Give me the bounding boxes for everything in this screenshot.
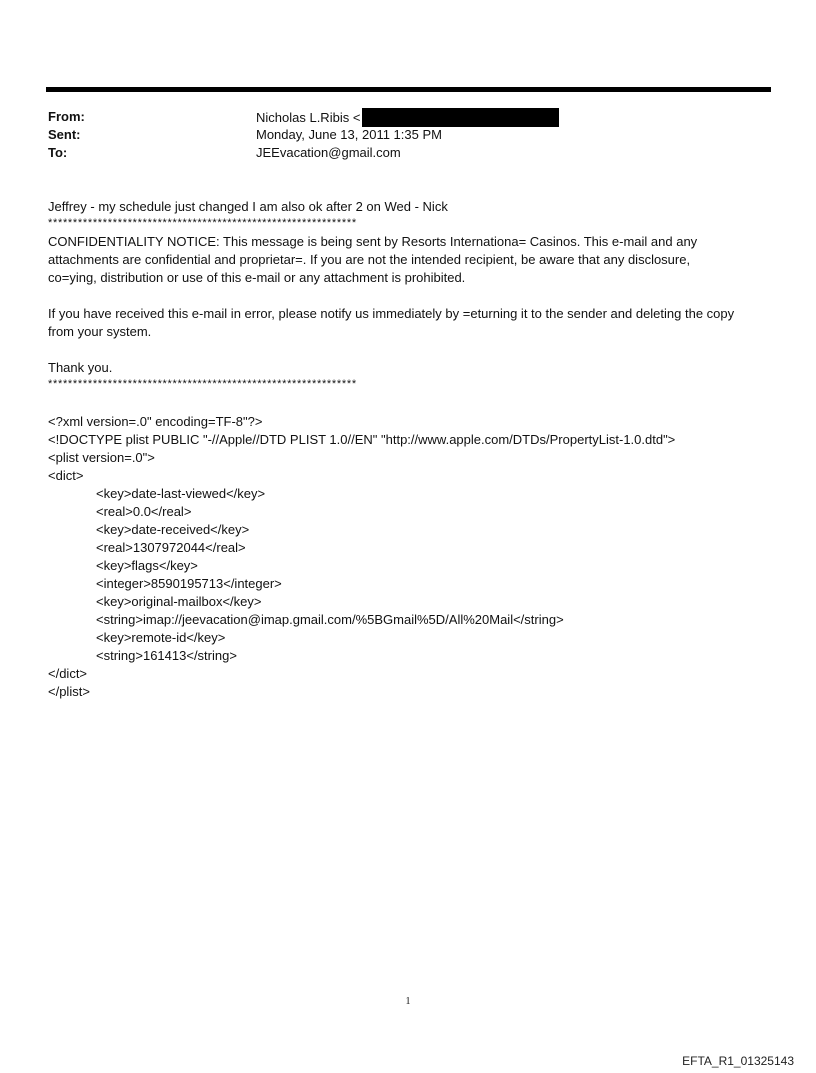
plist-entry: <key>date-received</key> xyxy=(96,522,250,537)
from-value xyxy=(256,108,559,127)
from-label: From: xyxy=(48,109,85,124)
redaction-block xyxy=(362,108,559,127)
plist-doctype: <!DOCTYPE plist PUBLIC "-//Apple//DTD PLIST 1.0//EN" "http://www.apple.com/DTDs/PropertyList-1.0.dtd"> xyxy=(48,432,676,447)
notice-line-1: CONFIDENTIALITY NOTICE: This message is being sent by Resorts Internationa= Casinos. This e-mail and any xyxy=(48,234,698,249)
header-divider xyxy=(46,87,771,92)
to-label: To: xyxy=(48,145,68,160)
plist-entry: <key>remote-id</key> xyxy=(96,630,226,645)
dict-open-tag: <dict> xyxy=(48,468,84,483)
stars-separator-top: ************************************************************** xyxy=(48,217,357,229)
stars-separator-bottom: ************************************************************** xyxy=(48,378,357,390)
thanks-text: Thank you. xyxy=(48,360,113,375)
plist-close-tag: </plist> xyxy=(48,684,90,699)
document-id: EFTA_R1_01325143 xyxy=(682,1054,794,1068)
page-number: 1 xyxy=(405,996,411,1007)
notice-line-2: attachments are confidential and proprietar=. If you are not the intended recipient, be aware that any disclosure, xyxy=(48,252,691,267)
dict-close-tag: </dict> xyxy=(48,666,88,681)
plist-entry: <string>161413</string> xyxy=(96,648,237,663)
message-text: Jeffrey - my schedule just changed I am also ok after 2 on Wed - Nick xyxy=(48,199,448,214)
to-value: JEEvacation@gmail.com xyxy=(256,145,401,160)
received-line-1: If you have received this e-mail in error, please notify us immediately by =eturning it to the sender and deleting the copy xyxy=(48,306,735,321)
plist-entry: <string>imap://jeevacation@imap.gmail.com/%5BGmail%5D/All%20Mail</string> xyxy=(96,612,564,627)
plist-xml-declaration: <?xml version=.0" encoding=TF-8"?> xyxy=(48,414,263,429)
plist-entry: <real>0.0</real> xyxy=(96,504,192,519)
plist-entry: <key>flags</key> xyxy=(96,558,198,573)
sent-label: Sent: xyxy=(48,127,81,142)
from-name: Nicholas L.Ribis < xyxy=(256,110,361,125)
plist-entry: <key>original-mailbox</key> xyxy=(96,594,262,609)
sent-value: Monday, June 13, 2011 1:35 PM xyxy=(256,127,442,142)
notice-line-3: co=ying, distribution or use of this e-mail or any attachment is prohibited. xyxy=(48,270,466,285)
plist-entry: <real>1307972044</real> xyxy=(96,540,246,555)
plist-entry: <integer>8590195713</integer> xyxy=(96,576,282,591)
received-line-2: from your system. xyxy=(48,324,152,339)
plist-open-tag: <plist version=.0"> xyxy=(48,450,155,465)
plist-entry: <key>date-last-viewed</key> xyxy=(96,486,266,501)
